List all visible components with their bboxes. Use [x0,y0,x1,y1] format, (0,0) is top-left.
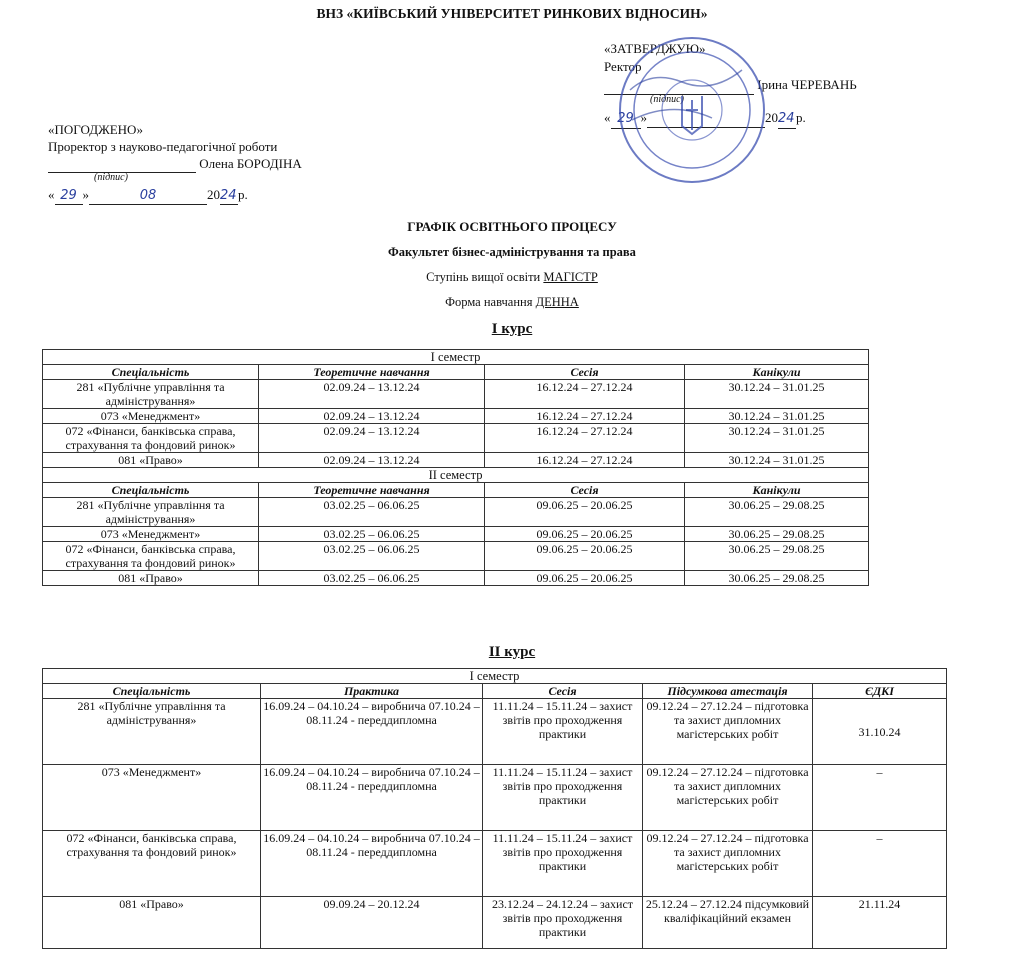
cell-specialty: 281 «Публічне управління та адміністрування» [43,380,259,409]
cell-attestation: 09.12.24 – 27.12.24 – підготовка та захист дипломних магістерських робіт [643,699,813,765]
table-row [43,527,869,542]
cell-edki: – [813,831,947,897]
cell-theory: 03.02.25 – 06.06.25 [259,498,485,527]
cell-theory: 03.02.25 – 06.06.25 [259,527,485,542]
cell-vacation: 30.12.24 – 31.01.25 [685,409,869,424]
cell-session: 23.12.24 – 24.12.24 – захист звітів про проходження практики [483,897,643,949]
faculty-name: Факультет бізнес-адміністрування та права [388,245,636,259]
cell-session: 16.12.24 – 27.12.24 [485,424,685,453]
cell-session: 16.12.24 – 27.12.24 [485,409,685,424]
cell-edki: 21.11.24 [813,897,947,949]
cell-vacation: 30.06.25 – 29.08.25 [685,527,869,542]
cell-theory: 02.09.24 – 13.12.24 [259,424,485,453]
cell-session: 09.06.25 – 20.06.25 [485,527,685,542]
cell-specialty: 081 «Право» [43,571,259,586]
approval-year: 24 [778,110,796,129]
agreement-year: 24 [220,188,237,203]
approval-signature-caption: (підпис) [650,94,684,105]
agreement-position: Проректор з науково-педагогічної роботи [48,139,278,154]
approval-date: « 29 » 2024р. [604,109,904,129]
cell-vacation: 30.12.24 – 31.01.25 [685,380,869,409]
cell-vacation: 30.12.24 – 31.01.25 [685,453,869,468]
approval-position: Ректор [604,59,642,74]
table-row [43,831,947,897]
course-2-title: ІІ курс [488,644,536,660]
table-row [43,765,947,831]
semester-1-title: І семестр [43,350,869,365]
cell-specialty: 073 «Менеджмент» [43,527,259,542]
cell-edki: 31.10.24 [813,699,947,765]
cell-specialty: 081 «Право» [43,897,261,949]
col-header-vacation: Канікули [685,365,869,380]
agreement-day: 29 [55,187,83,205]
col-header-attestation: Підсумкова атестація [643,684,813,699]
table-row [43,409,869,424]
cell-session: 09.06.25 – 20.06.25 [485,542,685,571]
cell-attestation: 25.12.24 – 27.12.24 підсумковий кваліфікаційний екзамен [643,897,813,949]
cell-session: 16.12.24 – 27.12.24 [485,453,685,468]
document-title: ГРАФІК ОСВІТНЬОГО ПРОЦЕСУ [407,219,617,234]
cell-session: 11.11.24 – 15.11.24 – захист звітів про проходження практики [483,831,643,897]
cell-specialty: 081 «Право» [43,453,259,468]
course-2-table [42,668,947,949]
agreement-signature-caption: (підпис) [94,172,128,183]
col-header-specialty: Спеціальність [43,684,261,699]
col-header-specialty: Спеціальність [43,365,259,380]
table-row [43,542,869,571]
table-row [43,897,947,949]
agreement-date: « 29 » 08 2024р. [48,187,248,203]
agreement-block [48,121,368,205]
semester-2-title: ІІ семестр [43,468,869,483]
table-row [43,498,869,527]
cell-vacation: 30.12.24 – 31.01.25 [685,424,869,453]
cell-practice: 16.09.24 – 04.10.24 – виробнича 07.10.24 – 08.11.24 - переддипломна [261,831,483,897]
approval-name: Ірина ЧЕРЕВАНЬ [757,77,857,92]
cell-session: 11.11.24 – 15.11.24 – захист звітів про проходження практики [483,765,643,831]
table-row [43,571,869,586]
cell-theory: 02.09.24 – 13.12.24 [259,453,485,468]
col-header-specialty: Спеціальність [43,483,259,498]
cell-practice: 16.09.24 – 04.10.24 – виробнича 07.10.24 – 08.11.24 - переддипломна [261,765,483,831]
cell-theory: 02.09.24 – 13.12.24 [259,380,485,409]
cell-attestation: 09.12.24 – 27.12.24 – підготовка та захист дипломних магістерських робіт [643,831,813,897]
approval-label: «ЗАТВЕРДЖУЮ» [604,41,706,56]
table-row [43,424,869,453]
cell-specialty: 072 «Фінанси, банківська справа, страхування та фондовий ринок» [43,424,259,453]
course-2-semester-title: І семестр [43,669,947,684]
cell-theory: 03.02.25 – 06.06.25 [259,542,485,571]
cell-session: 16.12.24 – 27.12.24 [485,380,685,409]
cell-vacation: 30.06.25 – 29.08.25 [685,498,869,527]
agreement-month: 08 [89,187,207,205]
cell-session: 11.11.24 – 15.11.24 – захист звітів про проходження практики [483,699,643,765]
cell-session: 09.06.25 – 20.06.25 [485,498,685,527]
degree-value: МАГІСТР [543,270,598,284]
cell-session: 09.06.25 – 20.06.25 [485,571,685,586]
col-header-edki: ЄДКІ [813,684,947,699]
approval-day: 29 [611,110,641,129]
course-1-title: І курс [491,321,533,337]
table-row [43,699,947,765]
cell-vacation: 30.06.25 – 29.08.25 [685,542,869,571]
cell-specialty: 072 «Фінанси, банківська справа, страхування та фондовий ринок» [43,831,261,897]
degree-line: Ступінь вищої освіти МАГІСТР [426,270,598,284]
cell-specialty: 072 «Фінанси, банківська справа, страхування та фондовий ринок» [43,542,259,571]
col-header-theory: Теоретичне навчання [259,365,485,380]
cell-edki: – [813,765,947,831]
university-name: ВНЗ «КИЇВСЬКИЙ УНІВЕРСИТЕТ РИНКОВИХ ВІДНОСИН» [316,6,708,21]
university-stamp [612,30,772,190]
study-form-value: ДЕННА [535,295,579,309]
table-row [43,380,869,409]
col-header-session: Сесія [485,483,685,498]
study-form-line: Форма навчання ДЕННА [445,295,579,309]
cell-specialty: 281 «Публічне управління та адміністрування» [43,498,259,527]
cell-attestation: 09.12.24 – 27.12.24 – підготовка та захист дипломних магістерських робіт [643,765,813,831]
col-header-practice: Практика [261,684,483,699]
cell-specialty: 073 «Менеджмент» [43,409,259,424]
cell-vacation: 30.06.25 – 29.08.25 [685,571,869,586]
cell-practice: 09.09.24 – 20.12.24 [261,897,483,949]
col-header-session: Сесія [483,684,643,699]
cell-theory: 02.09.24 – 13.12.24 [259,409,485,424]
agreement-label: «ПОГОДЖЕНО» [48,122,143,137]
cell-specialty: 281 «Публічне управління та адміністрування» [43,699,261,765]
col-header-session: Сесія [485,365,685,380]
cell-theory: 03.02.25 – 06.06.25 [259,571,485,586]
col-header-theory: Теоретичне навчання [259,483,485,498]
cell-specialty: 073 «Менеджмент» [43,765,261,831]
table-row [43,453,869,468]
cell-practice: 16.09.24 – 04.10.24 – виробнича 07.10.24 – 08.11.24 - переддипломна [261,699,483,765]
col-header-vacation: Канікули [685,483,869,498]
course-1-table [42,349,869,586]
agreement-name: Олена БОРОДІНА [199,156,302,171]
